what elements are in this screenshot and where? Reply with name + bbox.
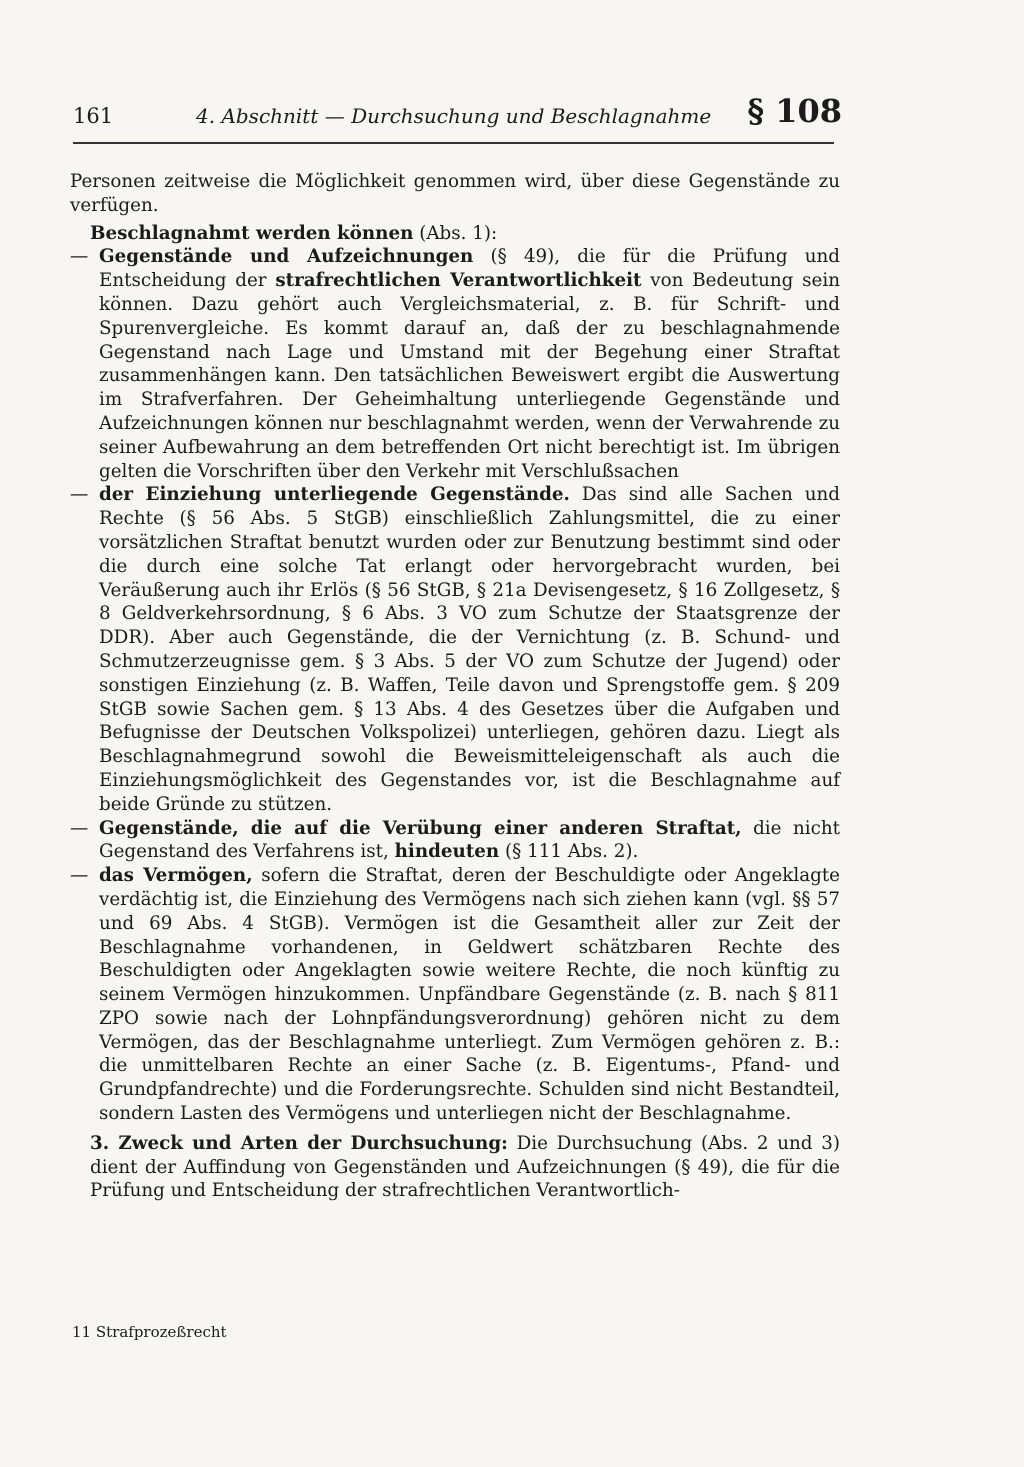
running-header [73, 92, 842, 144]
list-item: — Gegenstände, die auf die Verübung einer anderen Straftat, die nicht Gegenstand des Verfahrens ist, hindeuten (§ 111 Abs. 2). [70, 817, 840, 863]
section-number: § 108 [747, 92, 842, 130]
dash-bullet: — [70, 246, 89, 268]
page-number: 161 [73, 104, 114, 128]
intro-paragraph: Personen zeitweise die Möglichkeit genommen wird, über diese Gegenstände zu verfügen. [70, 171, 840, 216]
list-heading-bold: Beschlagnahmt werden können [90, 222, 414, 244]
main-text [70, 170, 840, 1203]
printer-signature: 11 Strafprozeßrecht [72, 1323, 227, 1341]
dash-bullet: — [70, 484, 89, 506]
section-3-paragraph: 3. Zweck und Arten der Durchsuchung: Die Durchsuchung (Abs. 2 und 3) dient der Auffindung von Gegenständen und Aufzeichnungen (§ 49), die für die Prüfung und Entscheidung der strafrechtlichen Verantwortlich- [90, 1132, 840, 1202]
list-item: — der Einziehung unterliegende Gegenstände. Das sind alle Sachen und Rechte (§ 56 Abs. 5 StGB) einschließlich Zahlungsmittel, die zu einer vorsätzlichen Straftat benutzt wurden oder zur Benutzung bestimmt sind oder die durch eine solche Tat erlangt oder hervorgebracht wurden, bei Veräußerung auch ihr Erlös (§ 56 StGB, § 21a Devisengesetz, § 16 Zollgesetz, § 8 Geldverkehrsordnung, § 6 Abs. 3 VO zum Schutze der Staatsgrenze der DDR). Aber auch Gegenstände, die der Vernichtung (z. B. Schund- und Schmutzerzeugnisse gem. § 3 Abs. 5 der VO zum Schutze der Jugend) oder sonstigen Einziehung (z. B. Waffen, Teile davon und Sprengstoffe gem. § 209 StGB sowie Sachen gem. § 13 Abs. 4 des Gesetzes über die Aufgaben und Befugnisse der Deutschen Volkspolizei) unterliegen, gehören dazu. Liegt als Beschlagnahmegrund sowohl die Beweismitteleigenschaft als auch die Einziehungsmöglichkeit des Gegenstandes vor, ist die Beschlagnahme auf beide Gründe zu stützen. [70, 484, 841, 815]
section-3-heading: 3. Zweck und Arten der Durchsuchung: [90, 1132, 508, 1154]
chapter-title: 4. Abschnitt — Durchsuchung und Beschlagnahme [196, 104, 712, 128]
dash-bullet: — [70, 865, 89, 887]
list-item: — Gegenstände und Aufzeichnungen (§ 49), die für die Prüfung und Entscheidung der strafrechtlichen Verantwortlichkeit von Bedeutung sein können. Dazu gehört auch Vergleichsmaterial, z. B. für Schrift- und Spurenvergleiche. Es kommt darauf an, daß der zu beschlagnahmende Gegenstand nach Lage und Umstand mit der Begehung einer Straftat zusammenhängen kann. Den tatsächlichen Beweiswert ergibt die Auswertung im Strafverfahren. Der Geheimhaltung unterliegende Gegenstände und Aufzeichnungen können nur beschlagnahmt werden, wenn der Verwahrende zu seiner Aufbewahrung an dem betreffenden Ort nicht berechtigt ist. Im übrigen gelten die Vorschriften über den Verkehr mit Verschlußsachen [70, 246, 840, 482]
dash-bullet: — [70, 817, 89, 839]
list-item: — das Vermögen, sofern die Straftat, deren der Beschuldigte oder Angeklagte verdächtig ist, die Einziehung des Vermögens nach sich ziehen kann (vgl. §§ 57 und 69 Abs. 4 StGB). Vermögen ist die Gesamtheit aller zur Zeit der Beschlagnahme vorhandenen, in Geldwert schätzbaren Rechte des Beschuldigten oder Angeklagten sowie weitere Rechte, die noch künftig zu seinem Vermögen hinzukommen. Unpfändbare Gegenstände (z. B. nach § 811 ZPO sowie nach der Lohnpfändungsverordnung) gehören nicht zu dem Vermögen, das der Beschlagnahme unterliegt. Zum Vermögen gehören z. B.: die unmittelbaren Rechte an einer Sache (z. B. Eigentums-, Pfand- und Grundpfandrechte) und die Forderungsrechte. Schulden sind nicht Bestandteil, sondern Lasten des Vermögens und unterliegen nicht der Beschlagnahme. [70, 865, 840, 1125]
list-heading-rest: (Abs. 1): [413, 222, 498, 244]
list-heading [70, 222, 840, 246]
